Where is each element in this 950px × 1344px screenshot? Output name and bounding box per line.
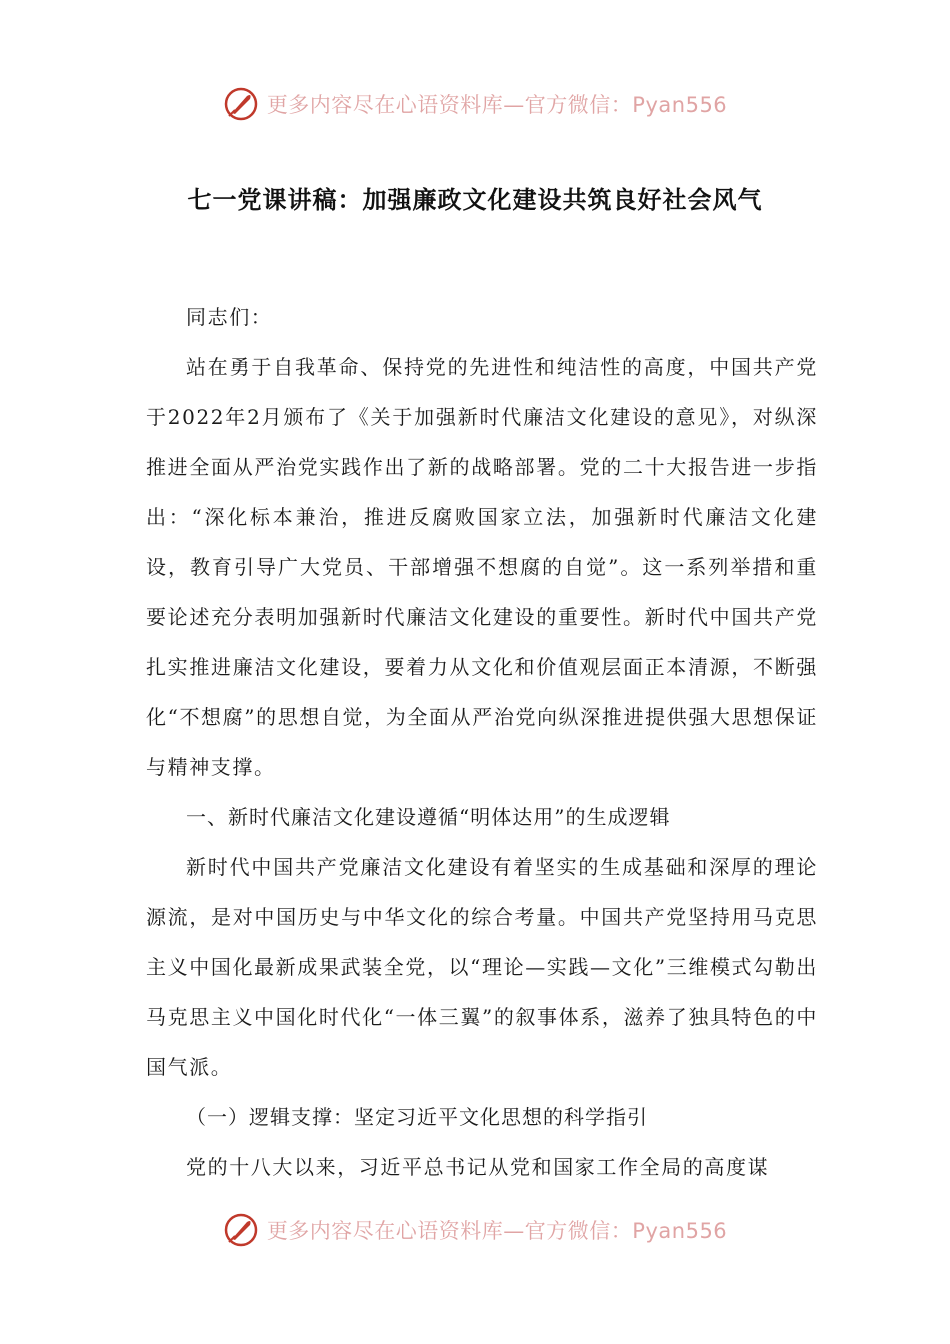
- quill-seal-icon: [223, 1212, 259, 1248]
- watermark-text: 更多内容尽在心语资料库—官方微信：Pyan556: [266, 93, 728, 117]
- quill-seal-icon: [223, 86, 259, 122]
- section-heading: 一、新时代廉洁文化建设遵循“明体达用”的生成逻辑: [186, 805, 671, 829]
- document-body: [146, 292, 818, 1192]
- paragraph: 党的十八大以来，习近平总书记从党和国家工作全局的高度谋: [186, 1155, 770, 1179]
- header-watermark: [0, 82, 950, 126]
- watermark-text: 更多内容尽在心语资料库—官方微信：Pyan556: [266, 1219, 728, 1243]
- subsection-heading: （一）逻辑支撑：坚定习近平文化思想的科学指引: [186, 1105, 648, 1129]
- document-title: 七一党课讲稿：加强廉政文化建设共筑良好社会风气: [187, 185, 763, 214]
- footer-watermark: [0, 1208, 950, 1252]
- salutation: 同志们：: [186, 305, 273, 329]
- paragraph: 新时代中国共产党廉洁文化建设有着坚实的生成基础和深厚的理论源流，是对中国历史与中华文化的综合考量。中国共产党坚持用马克思主义中国化最新成果武装全党，以“理论—实践—文化”三维模式勾勒出马克思主义中国化时代化“一体三翼”的叙事体系，滋养了独具特色的中国气派。: [146, 855, 818, 1079]
- paragraph: 站在勇于自我革命、保持党的先进性和纯洁性的高度，中国共产党于2022年2月颁布了《关于加强新时代廉洁文化建设的意见》，对纵深推进全面从严治党实践作出了新的战略部署。党的二十大报告进一步指出：“深化标本兼治，推进反腐败国家立法，加强新时代廉洁文化建设，教育引导广大党员、干部增强不想腐的自觉”。这一系列举措和重要论述充分表明加强新时代廉洁文化建设的重要性。新时代中国共产党扎实推进廉洁文化建设，要着力从文化和价值观层面正本清源，不断强化“不想腐”的思想自觉，为全面从严治党向纵深推进提供强大思想保证与精神支撑。: [146, 355, 818, 779]
